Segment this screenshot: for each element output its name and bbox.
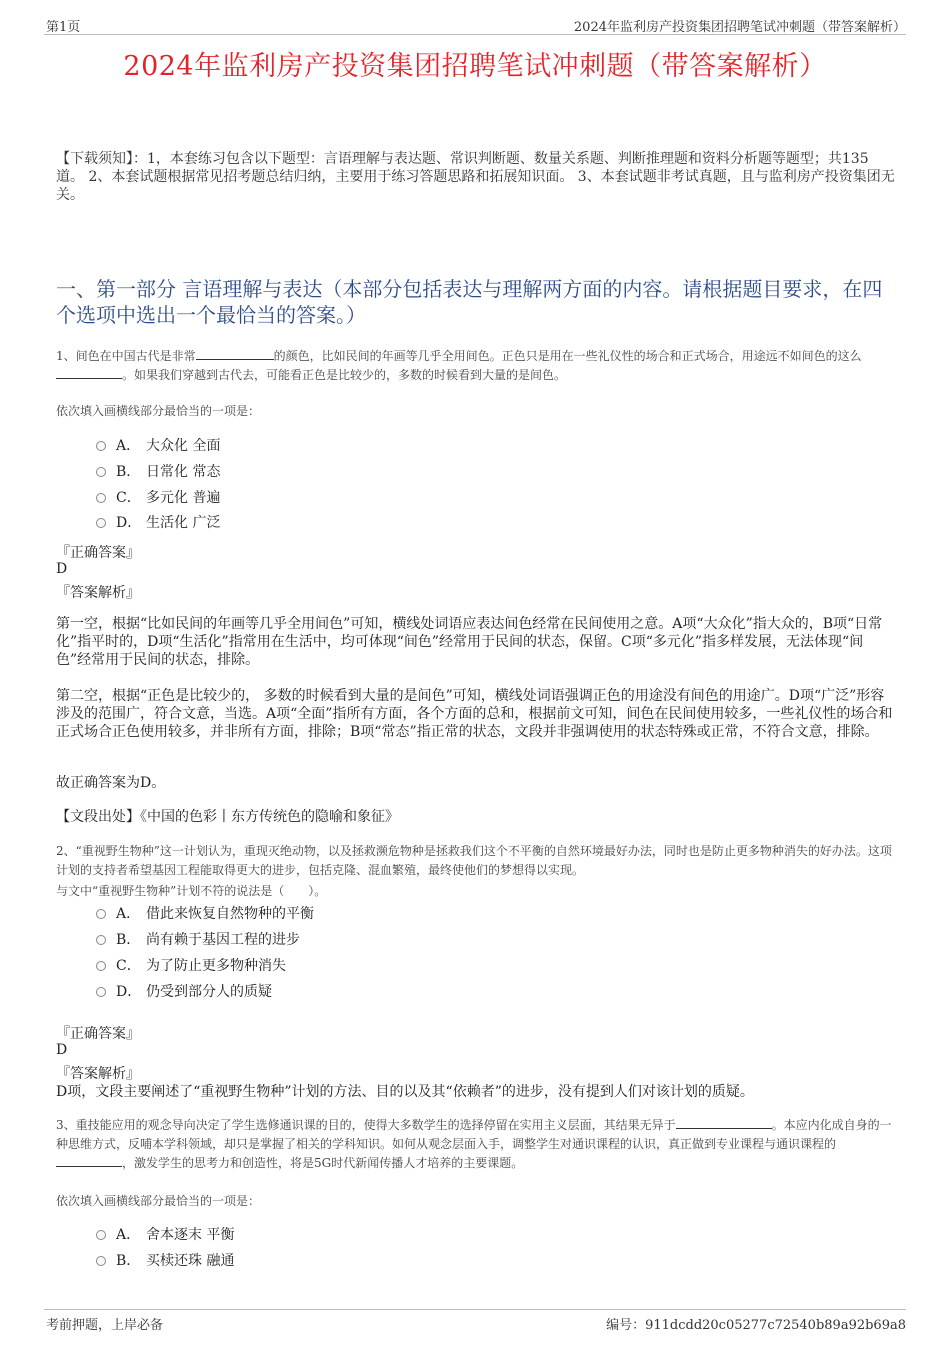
section-heading: 一、第一部分 言语理解与表达（本部分包括表达与理解两方面的内容。请根据题目要求，在四个选项中选出一个最恰当的答案。） (56, 277, 883, 327)
q1-analysis-paragraph-2: 第二空，根据“正色是比较少的， 多数的时候看到大量的是间色”可知，横线处词语强调正色的用途没有间色的用途广。D项“广泛”形容涉及的范围广，符合文意，当选。A项“全面”指所有方面，各个方面的总和，根据前文可知，间色在民间使用较多，一些礼仪性的场合和正式场合正色使用较多，并非所有方面，排除；B项“常态”指正常的状态，文段并非强调使用的状态特殊或正常，不符合文意，排除。 (56, 688, 893, 740)
footer-serial-number: 编号：911dcdd20c05277c72540b89a92b69a8 (606, 1318, 906, 1333)
q1-analysis-paragraph-1: 第一空，根据“比如民间的年画等几乎全用间色”可知，横线处词语应表达间色经常在民间使用之意。A项“大众化”指大众的，B项“日常化”指平时的，D项“生活化”指常用在生活中，均可体现“间色”经常用于民间的状态，保留。C项“多元化”指多样发展，无法体现“间色”经常用于民间的状态，排除。 (56, 616, 883, 668)
q2-answer: D (56, 1042, 68, 1058)
q2-analysis-label: 『答案解析』 (56, 1066, 140, 1082)
header-divider (44, 34, 906, 35)
q1-option-b[interactable]: B． 日常化 常态 (96, 461, 220, 483)
q3-blank-2 (56, 1154, 122, 1167)
q2-option-a[interactable]: A． 借此来恢复自然物种的平衡 (96, 903, 314, 925)
q1-analysis-label: 『答案解析』 (56, 585, 140, 601)
page-number: 第1页 (46, 20, 81, 35)
radio-icon[interactable] (96, 493, 106, 503)
radio-icon[interactable] (96, 987, 106, 997)
q1-prompt: 依次填入画横线部分最恰当的一项是： (56, 404, 261, 418)
q1-option-d[interactable]: D． 生活化 广泛 (96, 512, 220, 534)
q3-option-a[interactable]: A． 舍本逐末 平衡 (96, 1224, 234, 1246)
q2-answer-label: 『正确答案』 (56, 1026, 140, 1042)
q3-text-part1: 3、重技能应用的观念导向决定了学生选修通识课的目的，使得大多数学生的选择停留在实用主义层面，其结果无异于 (56, 1118, 676, 1132)
q1-conclusion: 故正确答案为D。 (56, 775, 166, 791)
radio-icon[interactable] (96, 1230, 106, 1240)
q2-prompt: 与文中“重视野生物种”计划不符的说法是（ ）。 (56, 884, 327, 898)
q1-text-part2: 的颜色，比如民间的年画等几乎全用间色。正色只是用在一些礼仪性的场合和正式场合，用途远不如间色的这么 (273, 349, 862, 363)
q2-option-d[interactable]: D． 仍受到部分人的质疑 (96, 981, 272, 1003)
radio-icon[interactable] (96, 518, 106, 528)
radio-icon[interactable] (96, 961, 106, 971)
q2-analysis: D项，文段主要阐述了“重视野生物种”计划的方法、目的以及其“依赖者”的进步，没有提到人们对该计划的质疑。 (56, 1084, 754, 1100)
q1-answer: D (56, 561, 68, 577)
radio-icon[interactable] (96, 467, 106, 477)
radio-icon[interactable] (96, 1256, 106, 1266)
radio-icon[interactable] (96, 935, 106, 945)
question-3-text (56, 1116, 896, 1173)
radio-icon[interactable] (96, 441, 106, 451)
q1-text-part1: 1、间色在中国古代是非常 (56, 349, 196, 363)
q1-source: 【文段出处】《中国的色彩丨东方传统色的隐喻和象征》 (56, 809, 399, 825)
q3-text-part3: ，激发学生的思考力和创造性，将是5G时代新闻传播人才培养的主要课题。 (122, 1156, 524, 1170)
q1-answer-label: 『正确答案』 (56, 545, 140, 561)
question-1-text (56, 347, 896, 385)
q1-option-a[interactable]: A． 大众化 全面 (96, 435, 220, 457)
q3-option-b[interactable]: B． 买椟还珠 融通 (96, 1250, 234, 1272)
q3-text-part2: 。本应内化成自身的一种思维方式，反哺本学科领域，却只是掌握了相关的学科知识。如何从观念层面入手，调整学生对通识课程的认识，真正做到专业课程与通识课程的 (56, 1118, 892, 1151)
q1-blank-2 (56, 366, 122, 379)
q3-blank-1 (676, 1116, 772, 1129)
page-title: 2024年监利房产投资集团招聘笔试冲刺题（带答案解析） (123, 51, 827, 82)
q2-option-b[interactable]: B． 尚有赖于基因工程的进步 (96, 929, 300, 951)
q2-option-c[interactable]: C． 为了防止更多物种消失 (96, 955, 286, 977)
q1-option-c[interactable]: C． 多元化 普遍 (96, 487, 220, 509)
q1-blank-1 (196, 347, 274, 360)
download-notice: 【下载须知】：1，本套练习包含以下题型：言语理解与表达题、常识判断题、数量关系题、判断推理题和资料分析题等题型；共135道。 2、本套试题根据常见招考题总结归纳，主要用于练习答题思路和拓展知识面。 3、本套试题非考试真题，且与监利房产投资集团无关。 (56, 151, 895, 203)
q3-prompt: 依次填入画横线部分最恰当的一项是： (56, 1194, 261, 1208)
question-2-text: 2、“重视野生物种”这一计划认为，重现灭绝动物，以及拯救濒危物种是拯救我们这个不平衡的自然环境最好办法，同时也是防止更多物种消失的好办法。这项计划的支持者希望基因工程能取得更大的进步，包括克隆、混血繁殖，最终使他们的梦想得以实现。 (56, 844, 892, 877)
radio-icon[interactable] (96, 909, 106, 919)
q1-text-part3: 。如果我们穿越到古代去，可能看正色是比较少的，多数的时候看到大量的是间色。 (122, 368, 567, 382)
footer-slogan: 考前押题，上岸必备 (46, 1318, 164, 1333)
footer-divider (44, 1309, 906, 1310)
header-doc-title: 2024年监利房产投资集团招聘笔试冲刺题（带答案解析） (573, 20, 906, 35)
